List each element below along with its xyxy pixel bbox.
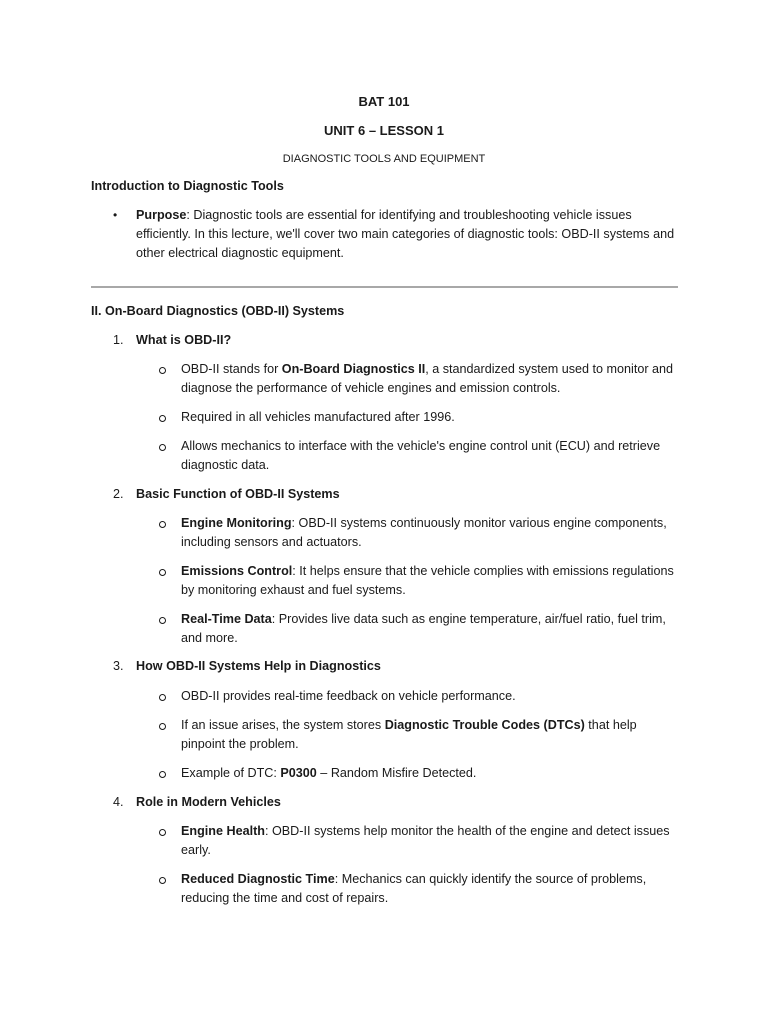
circle-bullet-icon [159, 569, 166, 576]
item-title: Basic Function of OBD-II Systems [136, 487, 340, 501]
circle-bullet-icon [159, 521, 166, 528]
list-item: Reduced Diagnostic Time: Mechanics can quickly identify the source of problems, reducing the time and cost of repairs. [181, 872, 647, 905]
item-number: 4. [113, 795, 124, 809]
section-divider [91, 286, 678, 288]
list-item: Real-Time Data: Provides live data such as engine temperature, air/fuel ratio, fuel trim, and more. [181, 612, 666, 645]
item-title: Role in Modern Vehicles [136, 795, 281, 809]
circle-bullet-icon [159, 444, 166, 451]
list-item: OBD-II stands for On-Board Diagnostics II, a standardized system used to monitor and diagnose the performance of vehicle engines and emission controls. [181, 362, 674, 395]
bullet-icon: • [113, 208, 118, 222]
list-item: Example of DTC: P0300 – Random Misfire Detected. [181, 766, 477, 780]
circle-bullet-icon [159, 694, 166, 701]
section-heading: II. On-Board Diagnostics (OBD-II) Systems [91, 304, 345, 318]
circle-bullet-icon [159, 415, 166, 422]
purpose-text: : Diagnostic tools are essential for identifying and troubleshooting vehicle issues efficiently. In this lecture, we'll cover two main categories of diagnostic tools: OBD-II systems and other electrical diagnostic equipment. [136, 208, 675, 260]
item-title: What is OBD-II? [136, 333, 232, 347]
item-number: 3. [113, 659, 124, 673]
item-title: How OBD-II Systems Help in Diagnostics [136, 659, 381, 673]
list-item: Engine Health: OBD-II systems help monitor the health of the engine and detect issues early. [181, 824, 670, 857]
lesson-topic: DIAGNOSTIC TOOLS AND EQUIPMENT [282, 153, 486, 165]
unit-lesson: UNIT 6 – LESSON 1 [324, 123, 444, 138]
circle-bullet-icon [159, 771, 166, 778]
circle-bullet-icon [159, 829, 166, 836]
list-item: Allows mechanics to interface with the vehicle's engine control unit (ECU) and retrieve diagnostic data. [181, 439, 661, 472]
item-number: 2. [113, 487, 124, 501]
item-number: 1. [113, 333, 124, 347]
list-item: If an issue arises, the system stores Diagnostic Trouble Codes (DTCs) that help pinpoint the problem. [181, 718, 637, 751]
course-code: BAT 101 [358, 94, 410, 109]
circle-bullet-icon [159, 367, 166, 374]
intro-heading: Introduction to Diagnostic Tools [91, 179, 284, 193]
purpose-label: Purpose [136, 208, 187, 222]
list-item: OBD-II provides real-time feedback on vehicle performance. [181, 689, 516, 703]
circle-bullet-icon [159, 877, 166, 884]
list-item: Required in all vehicles manufactured after 1996. [181, 410, 455, 424]
list-item: Engine Monitoring: OBD-II systems continuously monitor various engine components, including sensors and actuators. [181, 516, 667, 549]
list-item: Emissions Control: It helps ensure that the vehicle complies with emissions regulations by monitoring exhaust and fuel systems. [181, 564, 674, 597]
circle-bullet-icon [159, 617, 166, 624]
circle-bullet-icon [159, 723, 166, 730]
purpose-paragraph [136, 206, 681, 263]
